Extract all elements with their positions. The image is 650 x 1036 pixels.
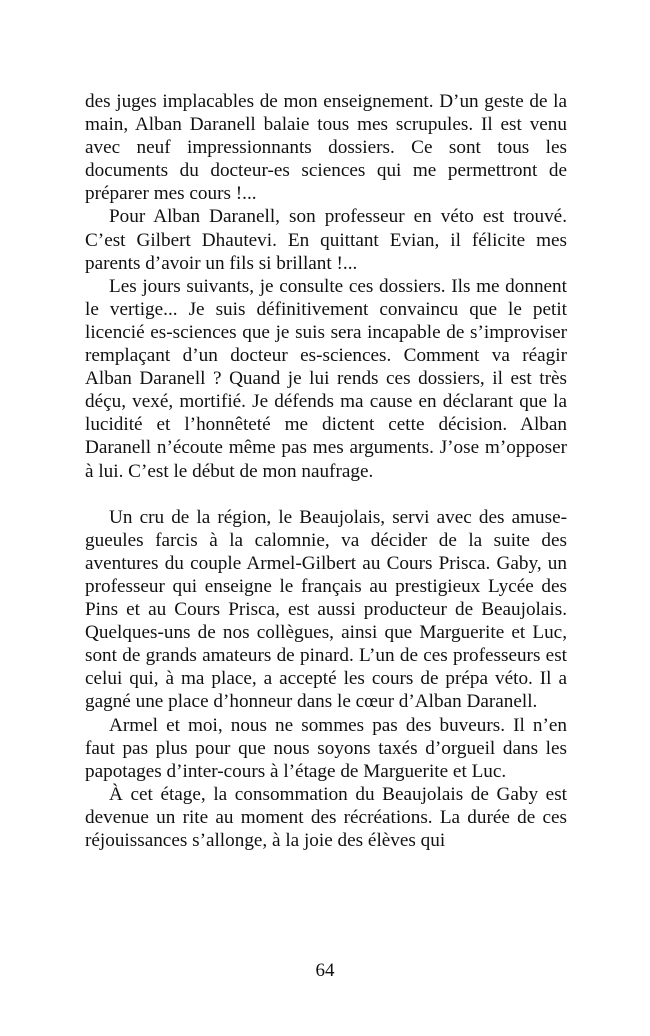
paragraph: À cet étage, la consommation du Beaujolais de Gaby est devenue un rite au moment des récréations. La durée de ces réjouissances s’allonge, à la joie des élèves qui (85, 783, 567, 851)
page-number: 64 (315, 960, 335, 981)
paragraph: Un cru de la région, le Beaujolais, servi avec des amuse-gueules farcis à la calomnie, va décider de la suite des aventures du couple Armel-Gilbert au Cours Prisca. Gaby, un professeur qui enseigne le français au prestigieux Lycée des Pins et au Cours Prisca, est aussi producteur de Beaujolais. Quelques-uns de nos collègues, ainsi que Marguerite et Luc, sont de grands amateurs de pinard. L’un de ces professeurs est celui qui, à ma place, a accepté les cours de prépa véto. Il a gagné une place d’honneur dans le cœur d’Alban Daranell. (85, 506, 567, 713)
section-break (85, 483, 567, 506)
paragraph: Les jours suivants, je consulte ces dossiers. Ils me donnent le vertige... Je suis définitivement convaincu que le petit licencié es-sciences que je suis sera incapable de s’improviser remplaçant d’un docteur es-sciences. Comment va réagir Alban Daranell ? Quand je lui rends ces dossiers, il est très déçu, vexé, mortifié. Je défends ma cause en déclarant que la lucidité et l’honnêteté me dictent cette décision. Alban Daranell n’écoute même pas mes arguments. J’ose m’opposer à lui. C’est le début de mon naufrage. (85, 275, 567, 482)
paragraph: Armel et moi, nous ne sommes pas des buveurs. Il n’en faut pas plus pour que nous soyons taxés d’orgueil dans les papotages d’inter-cours à l’étage de Marguerite et Luc. (85, 714, 567, 782)
paragraph: des juges implacables de mon enseignement. D’un geste de la main, Alban Daranell balaie tous mes scrupules. Il est venu avec neuf impressionnants dossiers. Ce sont tous les documents du docteur-es sciences qui me permettront de préparer mes cours !... (85, 91, 567, 205)
paragraph: Pour Alban Daranell, son professeur en véto est trouvé. C’est Gilbert Dhautevi. En quittant Evian, il félicite mes parents d’avoir un fils si brillant !... (85, 206, 567, 274)
body-text (85, 90, 567, 852)
